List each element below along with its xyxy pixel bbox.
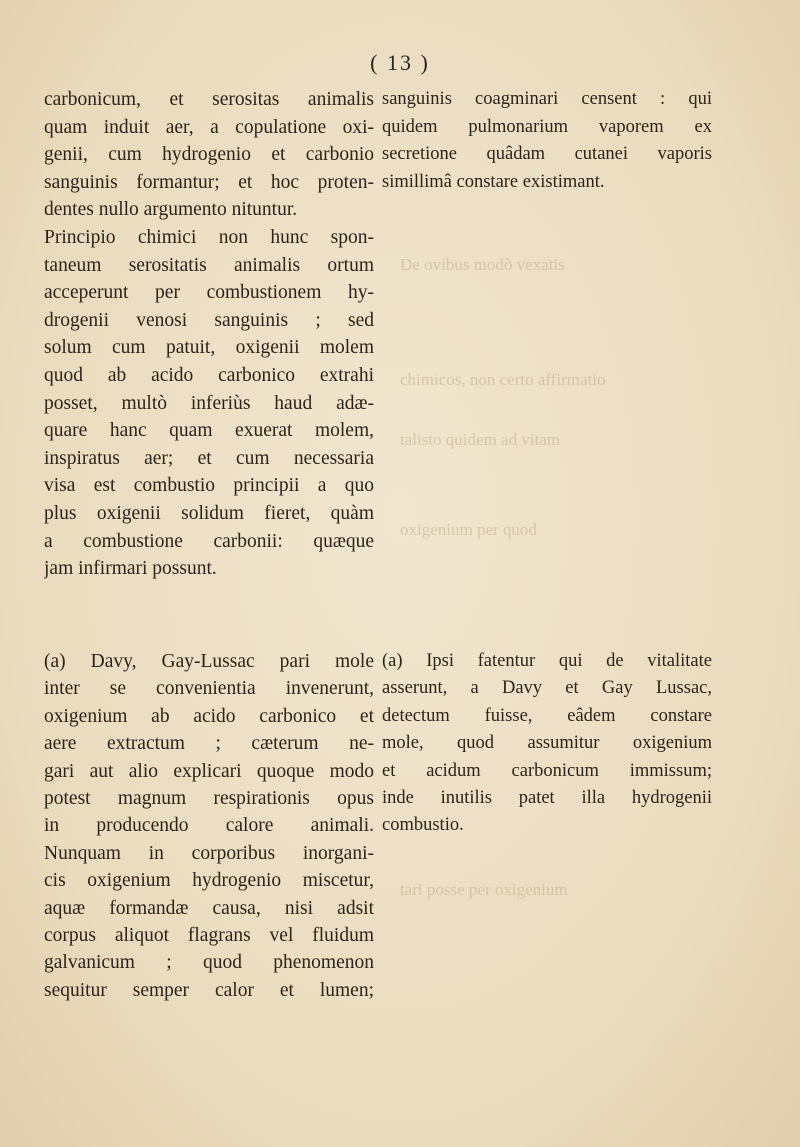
footnote-line: asserunt, a Davy et Gay Lussac,: [382, 678, 712, 699]
bleed-through-text: tari posse per oxigenium: [400, 880, 568, 899]
footnote-line: (a) Davy, Gay-Lussac pari mole: [44, 651, 374, 672]
text-line: jam infirmari possunt.: [44, 558, 217, 580]
text-line: sanguinis coagminari censent : qui: [382, 89, 712, 109]
footnote-right: [382, 648, 712, 840]
footnote-line: Nunquam in corporibus inorgani-: [44, 842, 374, 864]
text-line: quare hanc quam exuerat molem,: [44, 420, 374, 442]
footnote-line: corpus aliquot flagrans vel fluidum: [44, 925, 374, 947]
left-column-text: [44, 86, 374, 583]
page-number: ( 13 ): [370, 50, 430, 75]
text-line: taneum serositatis animalis ortum: [44, 254, 374, 276]
footnote-line: in producendo calore animali.: [44, 815, 374, 837]
footnote-line: mole, quod assumitur oxigenium: [382, 733, 712, 754]
text-line: a combustione carbonii: quæque: [44, 530, 374, 552]
text-line: secretione quâdam cutanei vaporis: [382, 144, 712, 165]
text-line: simillimâ constare existimant.: [382, 171, 605, 192]
text-line: carbonicum, et serositas animalis: [44, 89, 374, 110]
text-line: drogenii venosi sanguinis ; sed: [44, 309, 374, 331]
footnote-line: cis oxigenium hydrogenio miscetur,: [44, 870, 374, 892]
text-line: posset, multò inferiùs haud adæ-: [44, 392, 374, 414]
footnote-line: combustio.: [382, 815, 464, 836]
text-line: sanguinis formantur; et hoc proten-: [44, 171, 374, 193]
text-line: plus oxigenii solidum fieret, quàm: [44, 502, 374, 524]
text-line: dentes nullo argumento nituntur.: [44, 199, 298, 221]
text-line: solum cum patuit, oxigenii molem: [44, 337, 374, 359]
footnote-line: potest magnum respirationis opus: [44, 788, 374, 810]
bleed-through-text: talisto quidem ad vitam: [400, 430, 561, 449]
footnote-line: inter se convenientia invenerunt,: [44, 678, 374, 700]
bleed-through-text: chimicos, non certo affirmatio: [400, 370, 606, 389]
footnote-line: inde inutilis patet illa hydrogenii: [382, 788, 712, 809]
footnote-line: galvanicum ; quod phenomenon: [44, 952, 374, 974]
footnote-line: aquæ formandæ causa, nisi adsit: [44, 897, 374, 919]
footnote-line: detectum fuisse, eâdem constare: [382, 705, 712, 726]
text-line: acceperunt per combustionem hy-: [44, 282, 374, 304]
footnote-line: (a) Ipsi fatentur qui de vitalitate: [382, 651, 712, 671]
footnote-line: aere extractum ; cæterum ne-: [44, 733, 374, 755]
text-line: inspiratus aer; et cum necessaria: [44, 447, 374, 469]
text-line: quidem pulmonarium vaporem ex: [382, 116, 712, 137]
footnote-line: et acidum carbonicum immissum;: [382, 760, 712, 781]
footnote-line: sequitur semper calor et lumen;: [44, 979, 374, 1001]
bleed-through-text: De ovibus modò vexatis: [400, 255, 565, 274]
text-line: genii, cum hydrogenio et carbonio: [44, 144, 374, 166]
right-column-text: [382, 86, 712, 196]
bleed-through-text: oxigenium per quod: [400, 520, 537, 539]
text-line: quam induit aer, a copulatione oxi-: [44, 116, 374, 138]
footnote-line: gari aut alio explicari quoque modo: [44, 760, 374, 782]
footnote-left: [44, 648, 374, 1004]
text-line: quod ab acido carbonico extrahi: [44, 364, 374, 386]
text-line: visa est combustio principii a quo: [44, 475, 374, 497]
footnote-line: oxigenium ab acido carbonico et: [44, 705, 374, 727]
text-line: Principio chimici non hunc spon-: [44, 226, 374, 248]
